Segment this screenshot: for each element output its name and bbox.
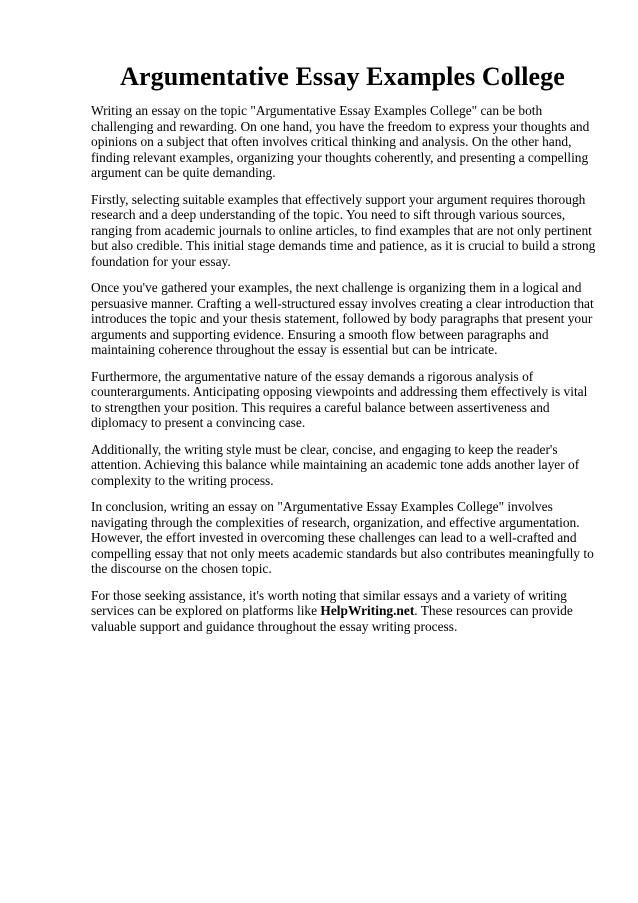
assistance-text-before-link: For those seeking assistance, it's worth noting that similar essays and a variety of writing services can be explored on platforms like xyxy=(91,587,567,618)
paragraph-examples: Firstly, selecting suitable examples that effectively support your argument requires thorough research and a deep understanding of the topic. You need to sift through various sources, ranging from academic journals to online articles, to find examples that are not only pertinent but also credible. This initial stage demands time and patience, as it is crucial to build a strong foundation for your essay. xyxy=(91,191,596,269)
document-title: Argumentative Essay Examples College xyxy=(120,62,565,91)
paragraph-conclusion: In conclusion, writing an essay on "Argumentative Essay Examples College" involves navigating through the complexities of research, organization, and effective argumentation. However, the effort invested in overcoming these challenges can lead to a well-crafted and compelling essay that not only meets academic standards but also contributes meaningfully to the discourse on the chosen topic. xyxy=(91,499,594,576)
paragraph-organization: Once you've gathered your examples, the next challenge is organizing them in a logical and persuasive manner. Crafting a well-structured essay involves creating a clear introduction that introduces the topic and your thesis statement, followed by body paragraphs that present your arguments and supporting evidence. Ensuring a smooth flow between paragraphs and maintaining coherence throughout the essay is essential but can be intricate. xyxy=(91,280,594,357)
paragraph-assistance xyxy=(91,588,596,635)
paragraph-counterarguments: Furthermore, the argumentative nature of the essay demands a rigorous analysis of counterarguments. Anticipating opposing viewpoints and addressing them effectively is vital to strengthen your position. This requires a careful balance between assertiveness and diplomacy to present a convincing case. xyxy=(91,368,588,430)
document-body xyxy=(91,103,596,634)
paragraph-intro: Writing an essay on the topic "Argumentative Essay Examples College" can be both challenging and rewarding. On one hand, you have the freedom to express your thoughts and opinions on a subject that often involves critical thinking and analysis. On the other hand, finding relevant examples, organizing your thoughts coherently, and presenting a compelling argument can be quite demanding. xyxy=(91,103,590,180)
helpwriting-link[interactable]: HelpWriting.net xyxy=(320,603,415,618)
paragraph-style: Additionally, the writing style must be clear, concise, and engaging to keep the reader's attention. Achieving this balance while maintaining an academic tone adds another layer of complexity to the writing process. xyxy=(91,441,580,488)
assistance-text-after-link: . These resources can provide valuable support and guidance throughout the essay writing process. xyxy=(91,603,573,634)
